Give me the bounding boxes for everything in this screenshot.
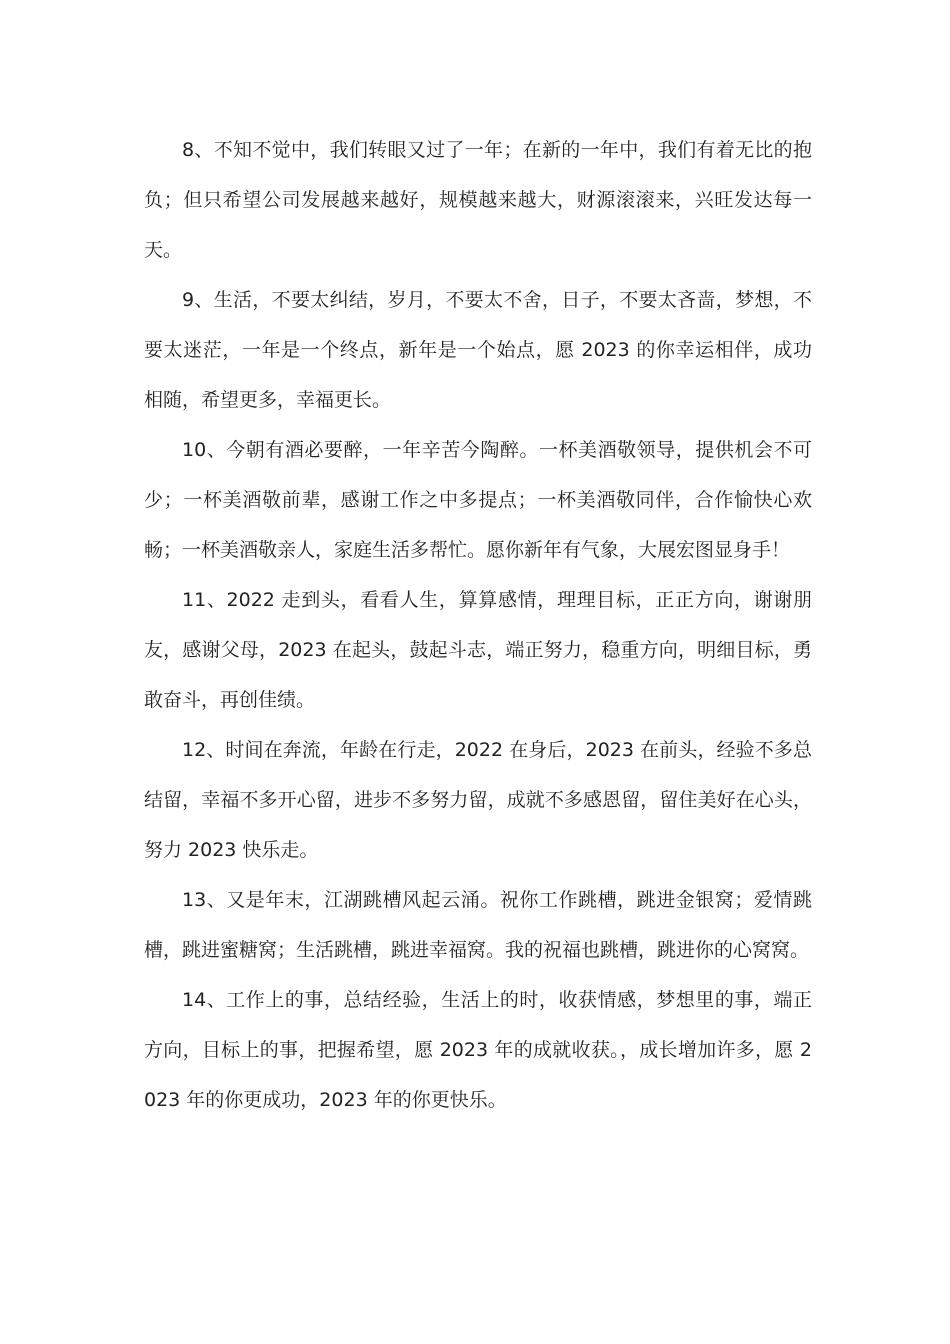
paragraph-9: 9、生活，不要太纠结，岁月，不要太不舍，日子，不要太吝啬，梦想，不要太迷茫，一年是一个终点，新年是一个始点，愿 2023 的你幸运相伴，成功相随，希望更多，幸福更长。 — [144, 289, 812, 411]
paragraph-13: 13、又是年末，江湖跳槽风起云涌。祝你工作跳槽，跳进金银窝；爱情跳槽，跳进蜜糖窝；生活跳槽，跳进幸福窝。我的祝福也跳槽，跳进你的心窝窝。 — [144, 889, 812, 961]
paragraph-8: 8、不知不觉中，我们转眼又过了一年；在新的一年中，我们有着无比的抱负；但只希望公司发展越来越好，规模越来越大，财源滚滚来，兴旺发达每一天。 — [144, 139, 812, 261]
document-body — [144, 125, 812, 1125]
paragraph-10: 10、今朝有酒必要醉，一年辛苦今陶醉。一杯美酒敬领导，提供机会不可少；一杯美酒敬前辈，感谢工作之中多提点；一杯美酒敬同伴，合作愉快心欢畅；一杯美酒敬亲人，家庭生活多帮忙。愿你新年有气象，大展宏图显身手！ — [144, 439, 812, 561]
paragraph-12: 12、时间在奔流，年龄在行走，2022 在身后，2023 在前头，经验不多总结留，幸福不多开心留，进步不多努力留，成就不多感恩留，留住美好在心头，努力 2023 快乐走。 — [144, 739, 812, 861]
paragraph-14: 14、工作上的事，总结经验，生活上的时，收获情感，梦想里的事，端正方向，目标上的事，把握希望，愿 2023 年的成就收获。，成长增加许多，愿 2023 年的你更成功，2023 年的你更快乐。 — [144, 989, 812, 1111]
paragraph-11: 11、2022 走到头，看看人生，算算感情，理理目标，正正方向，谢谢朋友，感谢父母，2023 在起头，鼓起斗志，端正努力，稳重方向，明细目标，勇敢奋斗，再创佳绩。 — [144, 589, 812, 711]
